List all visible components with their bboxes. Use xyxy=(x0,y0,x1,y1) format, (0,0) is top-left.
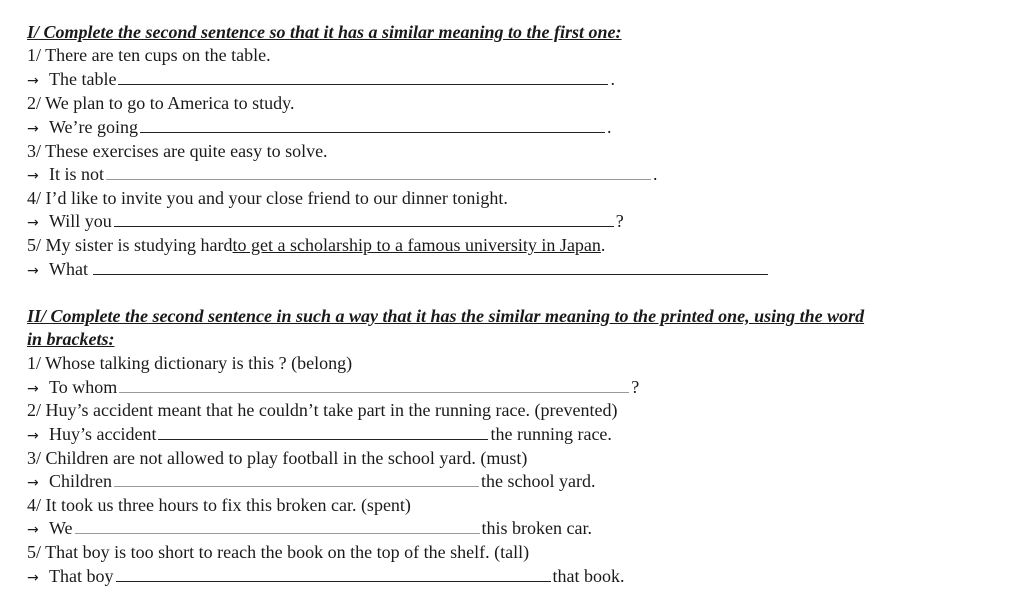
answer-blank[interactable] xyxy=(118,68,608,85)
arrow-icon: → xyxy=(27,570,39,586)
answer-start: Children xyxy=(49,471,112,491)
arrow-icon: → xyxy=(27,475,39,491)
s1-q2-answer xyxy=(27,115,612,139)
s2-q1-prompt: 1/ Whose talking dictionary is this ? (belong) xyxy=(27,353,353,373)
answer-blank[interactable] xyxy=(140,116,605,133)
answer-blank[interactable] xyxy=(158,423,488,440)
s2-q3-answer xyxy=(27,469,595,493)
s1-q3-answer xyxy=(27,162,658,186)
arrow-icon: → xyxy=(27,428,39,444)
s1-q4-answer xyxy=(27,209,624,233)
answer-blank[interactable] xyxy=(93,258,768,275)
prompt-end: . xyxy=(600,235,606,255)
arrow-icon: → xyxy=(27,215,39,231)
s2-q4-prompt: 4/ It took us three hours to fix this broken car. (spent) xyxy=(27,495,411,515)
answer-end: the school yard. xyxy=(481,471,596,491)
s2-q2-answer xyxy=(27,422,612,446)
answer-blank[interactable] xyxy=(119,376,629,393)
answer-end: . xyxy=(610,69,615,89)
answer-end: . xyxy=(607,117,612,137)
prompt-underlined-text: to get a scholarship to a famous university in Japan xyxy=(232,235,601,255)
answer-start: To whom xyxy=(49,377,118,397)
answer-start: The table xyxy=(49,69,117,89)
answer-start: That boy xyxy=(49,566,114,586)
answer-start: We xyxy=(49,518,73,538)
s1-q4-prompt: 4/ I’d like to invite you and your close friend to our dinner tonight. xyxy=(27,188,508,208)
answer-end: ? xyxy=(615,211,624,231)
s1-q5-answer xyxy=(27,257,770,281)
arrow-icon: → xyxy=(27,263,39,279)
answer-blank[interactable] xyxy=(114,210,614,227)
s1-q1-answer xyxy=(27,67,615,91)
answer-start: Will you xyxy=(49,211,112,231)
arrow-icon: → xyxy=(27,73,39,89)
s2-q4-answer xyxy=(27,516,592,540)
answer-start: We’re going xyxy=(49,117,139,137)
arrow-icon: → xyxy=(27,121,39,137)
answer-start: What xyxy=(49,259,88,279)
s1-q5-prompt xyxy=(27,233,605,257)
s2-q5-answer xyxy=(27,564,625,588)
answer-end: this broken car. xyxy=(481,518,593,538)
prompt-text: 5/ My sister is studying hard xyxy=(27,235,233,255)
section1-title: I/ Complete the second sentence so that it has a similar meaning to the first one: xyxy=(27,22,622,42)
answer-end: that book. xyxy=(552,566,625,586)
answer-blank[interactable] xyxy=(106,163,651,180)
answer-end: . xyxy=(653,164,658,184)
arrow-icon: → xyxy=(27,381,39,397)
s2-q1-answer xyxy=(27,375,639,399)
section2-title-line2: in brackets: xyxy=(27,329,115,349)
answer-blank[interactable] xyxy=(75,517,480,534)
answer-end: ? xyxy=(631,377,640,397)
s2-q3-prompt: 3/ Children are not allowed to play football in the school yard. (must) xyxy=(27,448,528,468)
s1-q2-prompt: 2/ We plan to go to America to study. xyxy=(27,93,295,113)
s2-q5-prompt: 5/ That boy is too short to reach the book on the top of the shelf. (tall) xyxy=(27,542,530,562)
arrow-icon: → xyxy=(27,522,39,538)
answer-end: the running race. xyxy=(490,424,612,444)
s2-q2-prompt: 2/ Huy’s accident meant that he couldn’t take part in the running race. (prevented) xyxy=(27,400,618,420)
s1-q3-prompt: 3/ These exercises are quite easy to solve. xyxy=(27,141,328,161)
s1-q1-prompt: 1/ There are ten cups on the table. xyxy=(27,45,271,65)
section2-title-line1: II/ Complete the second sentence in such a way that it has the similar meaning to the printed one, using the word xyxy=(27,306,865,326)
answer-blank[interactable] xyxy=(116,565,551,582)
answer-start: Huy’s accident xyxy=(49,424,157,444)
answer-blank[interactable] xyxy=(114,470,479,487)
answer-start: It is not xyxy=(49,164,105,184)
arrow-icon: → xyxy=(27,168,39,184)
